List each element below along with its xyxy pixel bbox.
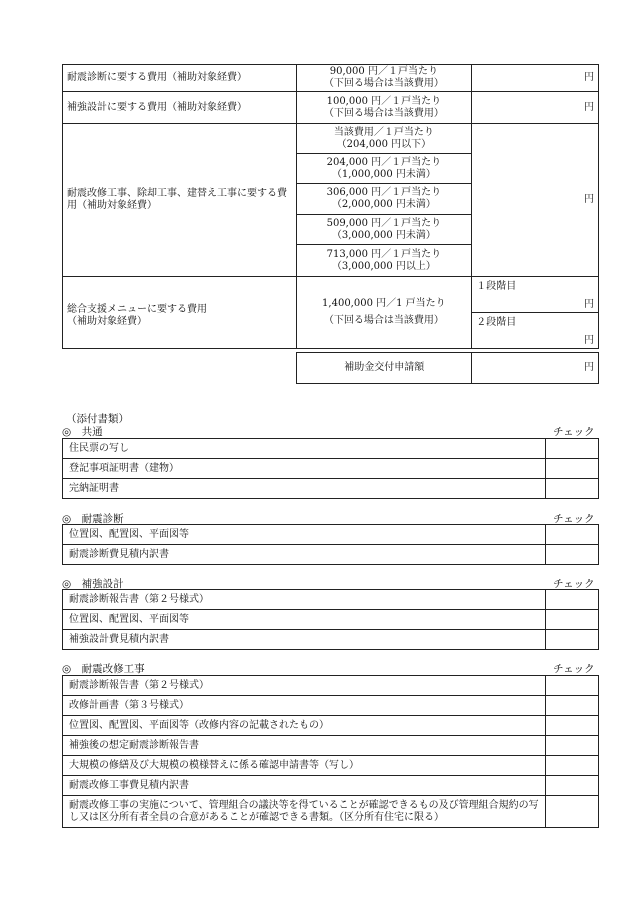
check-box[interactable] bbox=[545, 459, 598, 479]
cost-rate: 90,000 円／１戸当たり （下回る場合は当該費用） bbox=[296, 65, 472, 92]
document-item: 大規模の修繕及び大規模の模様替えに係る確認申請書等（写し） bbox=[63, 756, 546, 776]
check-box[interactable] bbox=[545, 439, 598, 459]
cost-rate: 1,400,000 円／1 戸当たり （下回る場合は当該費用） bbox=[296, 277, 472, 349]
check-header: チェック bbox=[553, 513, 595, 525]
check-box[interactable] bbox=[545, 545, 598, 565]
check-box[interactable] bbox=[545, 736, 598, 756]
cost-rate: 204,000 円／１戸当たり （1,000,000 円未満） bbox=[296, 154, 472, 184]
document-item: 登記事項証明書（建物） bbox=[63, 459, 546, 479]
cost-rate: 713,000 円／１戸当たり （3,000,000 円以上） bbox=[296, 245, 472, 277]
attachments-title: （添付書類） bbox=[66, 413, 129, 425]
section-title: ◎ 耐震診断 bbox=[62, 513, 124, 525]
check-header: チェック bbox=[553, 426, 595, 438]
check-box[interactable] bbox=[545, 796, 598, 828]
document-item: 位置図、配置図、平面図等 bbox=[63, 610, 546, 630]
section-table bbox=[62, 438, 599, 499]
document-item: 完納証明書 bbox=[63, 479, 546, 499]
check-box[interactable] bbox=[545, 479, 598, 499]
check-header: チェック bbox=[553, 578, 595, 590]
stage1-field[interactable]: １段階目 円 bbox=[472, 277, 599, 313]
section-table bbox=[62, 589, 599, 650]
total-table bbox=[296, 352, 599, 384]
document-item: 耐震診断報告書（第２号様式） bbox=[63, 676, 546, 696]
document-item: 耐震改修工事費見積内訳書 bbox=[63, 776, 546, 796]
cost-rate: 509,000 円／１戸当たり （3,000,000 円未満） bbox=[296, 215, 472, 245]
cost-label: 耐震診断に要する費用（補助対象経費） bbox=[63, 65, 297, 92]
cost-label: 補強設計に要する費用（補助対象経費） bbox=[63, 92, 297, 124]
document-item: 位置図、配置図、平面図等（改修内容の記載されたもの） bbox=[63, 716, 546, 736]
cost-rate: 306,000 円／１戸当たり （2,000,000 円未満） bbox=[296, 184, 472, 215]
document-item: 位置図、配置図、平面図等 bbox=[63, 525, 546, 545]
document-item: 耐震診断報告書（第２号様式） bbox=[63, 590, 546, 610]
check-header: チェック bbox=[553, 663, 595, 675]
document-item: 住民票の写し bbox=[63, 439, 546, 459]
amount-field[interactable]: 円 bbox=[472, 92, 599, 124]
section-title: ◎ 共通 bbox=[62, 426, 103, 438]
stage2-field[interactable]: ２段階目 円 bbox=[472, 313, 599, 349]
section-title: ◎ 補強設計 bbox=[62, 578, 124, 590]
check-box[interactable] bbox=[545, 676, 598, 696]
check-box[interactable] bbox=[545, 630, 598, 650]
section-table bbox=[62, 524, 599, 565]
cost-label: 総合支援メニューに要する費用 （補助対象経費） bbox=[63, 277, 297, 349]
check-box[interactable] bbox=[545, 610, 598, 630]
check-box[interactable] bbox=[545, 696, 598, 716]
document-item: 補強設計費見積内訳書 bbox=[63, 630, 546, 650]
cost-rate: 100,000 円／１戸当たり （下回る場合は当該費用） bbox=[296, 92, 472, 124]
check-box[interactable] bbox=[545, 525, 598, 545]
check-box[interactable] bbox=[545, 776, 598, 796]
section-title: ◎ 耐震改修工事 bbox=[62, 663, 145, 675]
amount-field[interactable]: 円 bbox=[472, 124, 599, 277]
cost-label: 耐震改修工事、除却工事、建替え工事に要する費用（補助対象経費） bbox=[63, 124, 297, 277]
check-box[interactable] bbox=[545, 590, 598, 610]
check-box[interactable] bbox=[545, 756, 598, 776]
check-box[interactable] bbox=[545, 716, 598, 736]
amount-field[interactable]: 円 bbox=[472, 65, 599, 92]
document-item: 耐震改修工事の実施について、管理組合の議決等を得ていることが確認できるもの及び管理組合規約の写し又は区分所有者全員の合意があることが確認できる書類。（区分所有住宅に限る） bbox=[63, 796, 546, 828]
document-item: 改修計画書（第３号様式） bbox=[63, 696, 546, 716]
total-label: 補助金交付申請額 bbox=[297, 353, 472, 384]
cost-table bbox=[62, 64, 599, 349]
total-amount-field[interactable]: 円 bbox=[472, 353, 599, 384]
document-item: 耐震診断費見積内訳書 bbox=[63, 545, 546, 565]
section-table bbox=[62, 675, 599, 828]
document-item: 補強後の想定耐震診断報告書 bbox=[63, 736, 546, 756]
cost-rate: 当該費用／１戸当たり （204,000 円以下） bbox=[296, 124, 472, 154]
